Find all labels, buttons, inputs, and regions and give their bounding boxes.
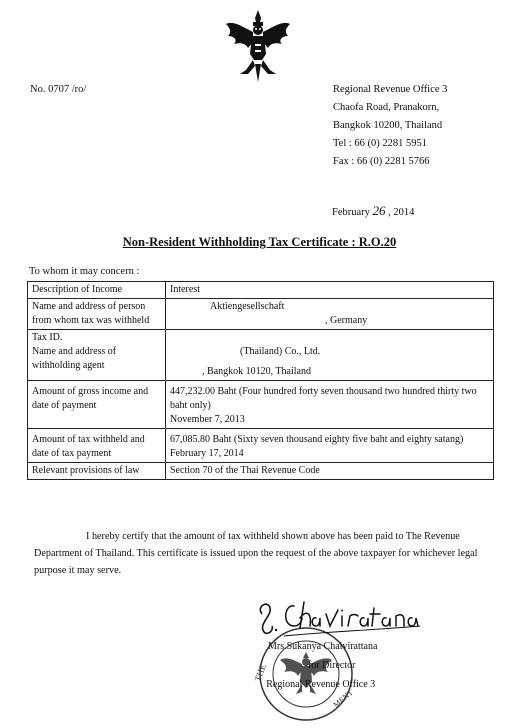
office-address xyxy=(333,83,447,173)
row-label xyxy=(28,381,166,429)
payment-date: November 7, 2013 xyxy=(170,414,245,425)
signer-office: Regional Revenue Office 3 xyxy=(266,679,376,690)
certification-line: purpose it may serve. xyxy=(34,565,122,576)
gross-amount: 447,232.00 Baht (Four hundred forty seven thousand two hundred thirty two xyxy=(170,386,477,397)
date-day: 26 xyxy=(372,203,386,218)
svg-text:THE: THE xyxy=(252,662,268,683)
row-label xyxy=(28,429,166,463)
label-line: Amount of tax withheld and xyxy=(32,434,145,445)
signer-block xyxy=(264,640,377,697)
label-line: Amount of gross income and xyxy=(32,386,149,397)
row-value xyxy=(166,381,494,429)
table-row xyxy=(28,282,494,299)
certificate-table xyxy=(27,281,494,480)
office-line: Fax : 66 (0) 2281 5766 xyxy=(333,156,430,167)
label-line: withholding agent xyxy=(32,360,105,371)
row-label xyxy=(28,299,166,330)
table-row xyxy=(28,299,494,330)
label-line: from whom tax was withheld xyxy=(32,315,150,326)
reference-number: No. 0707 /ro/ xyxy=(30,84,87,95)
payer-name: Aktiengesellschaft xyxy=(210,301,285,312)
certification-line: Department of Thailand. This certificate is issued upon the request of the above taxpayer for whichever legal xyxy=(34,548,478,559)
certification-line: I hereby certify that the amount of tax withheld shown above has been paid to The Revenue xyxy=(86,531,460,542)
row-value xyxy=(166,330,494,381)
label-line: Name and address of xyxy=(32,346,117,357)
handwritten-signature-icon xyxy=(254,596,424,646)
label-line: Tax ID. xyxy=(32,332,63,343)
row-value xyxy=(166,299,494,330)
label-line: Name and address of person xyxy=(32,301,146,312)
tax-amount: 67,085.80 Baht (Sixty seven thousand eighty five baht and eighty satang) xyxy=(170,434,464,445)
agent-name: (Thailand) Co., Ltd. xyxy=(240,346,321,357)
label-line: date of tax payment xyxy=(32,448,112,459)
tax-payment-date: February 17, 2014 xyxy=(170,448,244,459)
row-value xyxy=(166,429,494,463)
office-line: Tel : 66 (0) 2281 5951 xyxy=(333,138,428,149)
label-line: date of payment xyxy=(32,400,97,411)
row-value: Section 70 of the Thai Revenue Code xyxy=(166,463,494,480)
date-year: , 2014 xyxy=(388,207,415,218)
signer-name: Mrs.Sukanya Chaivirattana xyxy=(268,641,378,652)
certificate-title: Non-Resident Withholding Tax Certificate : R.O.20 xyxy=(122,235,397,249)
table-row xyxy=(28,330,494,381)
date-month: February xyxy=(332,207,370,218)
certification-text xyxy=(34,528,494,579)
table-row xyxy=(28,429,494,463)
svg-text:MENT: MENT xyxy=(331,688,355,710)
row-label: Relevant provisions of law xyxy=(28,463,166,480)
agent-address: , Bangkok 10120, Thailand xyxy=(202,366,311,377)
table-row xyxy=(28,381,494,429)
office-line: Chaofa Road, Pranakorn, xyxy=(333,102,440,113)
office-line: Regional Revenue Office 3 xyxy=(333,84,448,95)
salutation: To whom it may concern : xyxy=(29,266,140,277)
row-label: Description of Income xyxy=(28,282,166,299)
issue-date xyxy=(332,204,414,219)
table-row xyxy=(28,463,494,480)
row-value: Interest xyxy=(166,282,494,299)
row-label xyxy=(28,330,166,381)
signer-position: for Director xyxy=(307,660,356,671)
garuda-emblem-icon xyxy=(222,8,294,84)
office-line: Bangkok 10200, Thailand xyxy=(333,120,443,131)
payer-address: , Germany xyxy=(325,315,368,326)
gross-amount-cont: baht only) xyxy=(170,400,211,411)
